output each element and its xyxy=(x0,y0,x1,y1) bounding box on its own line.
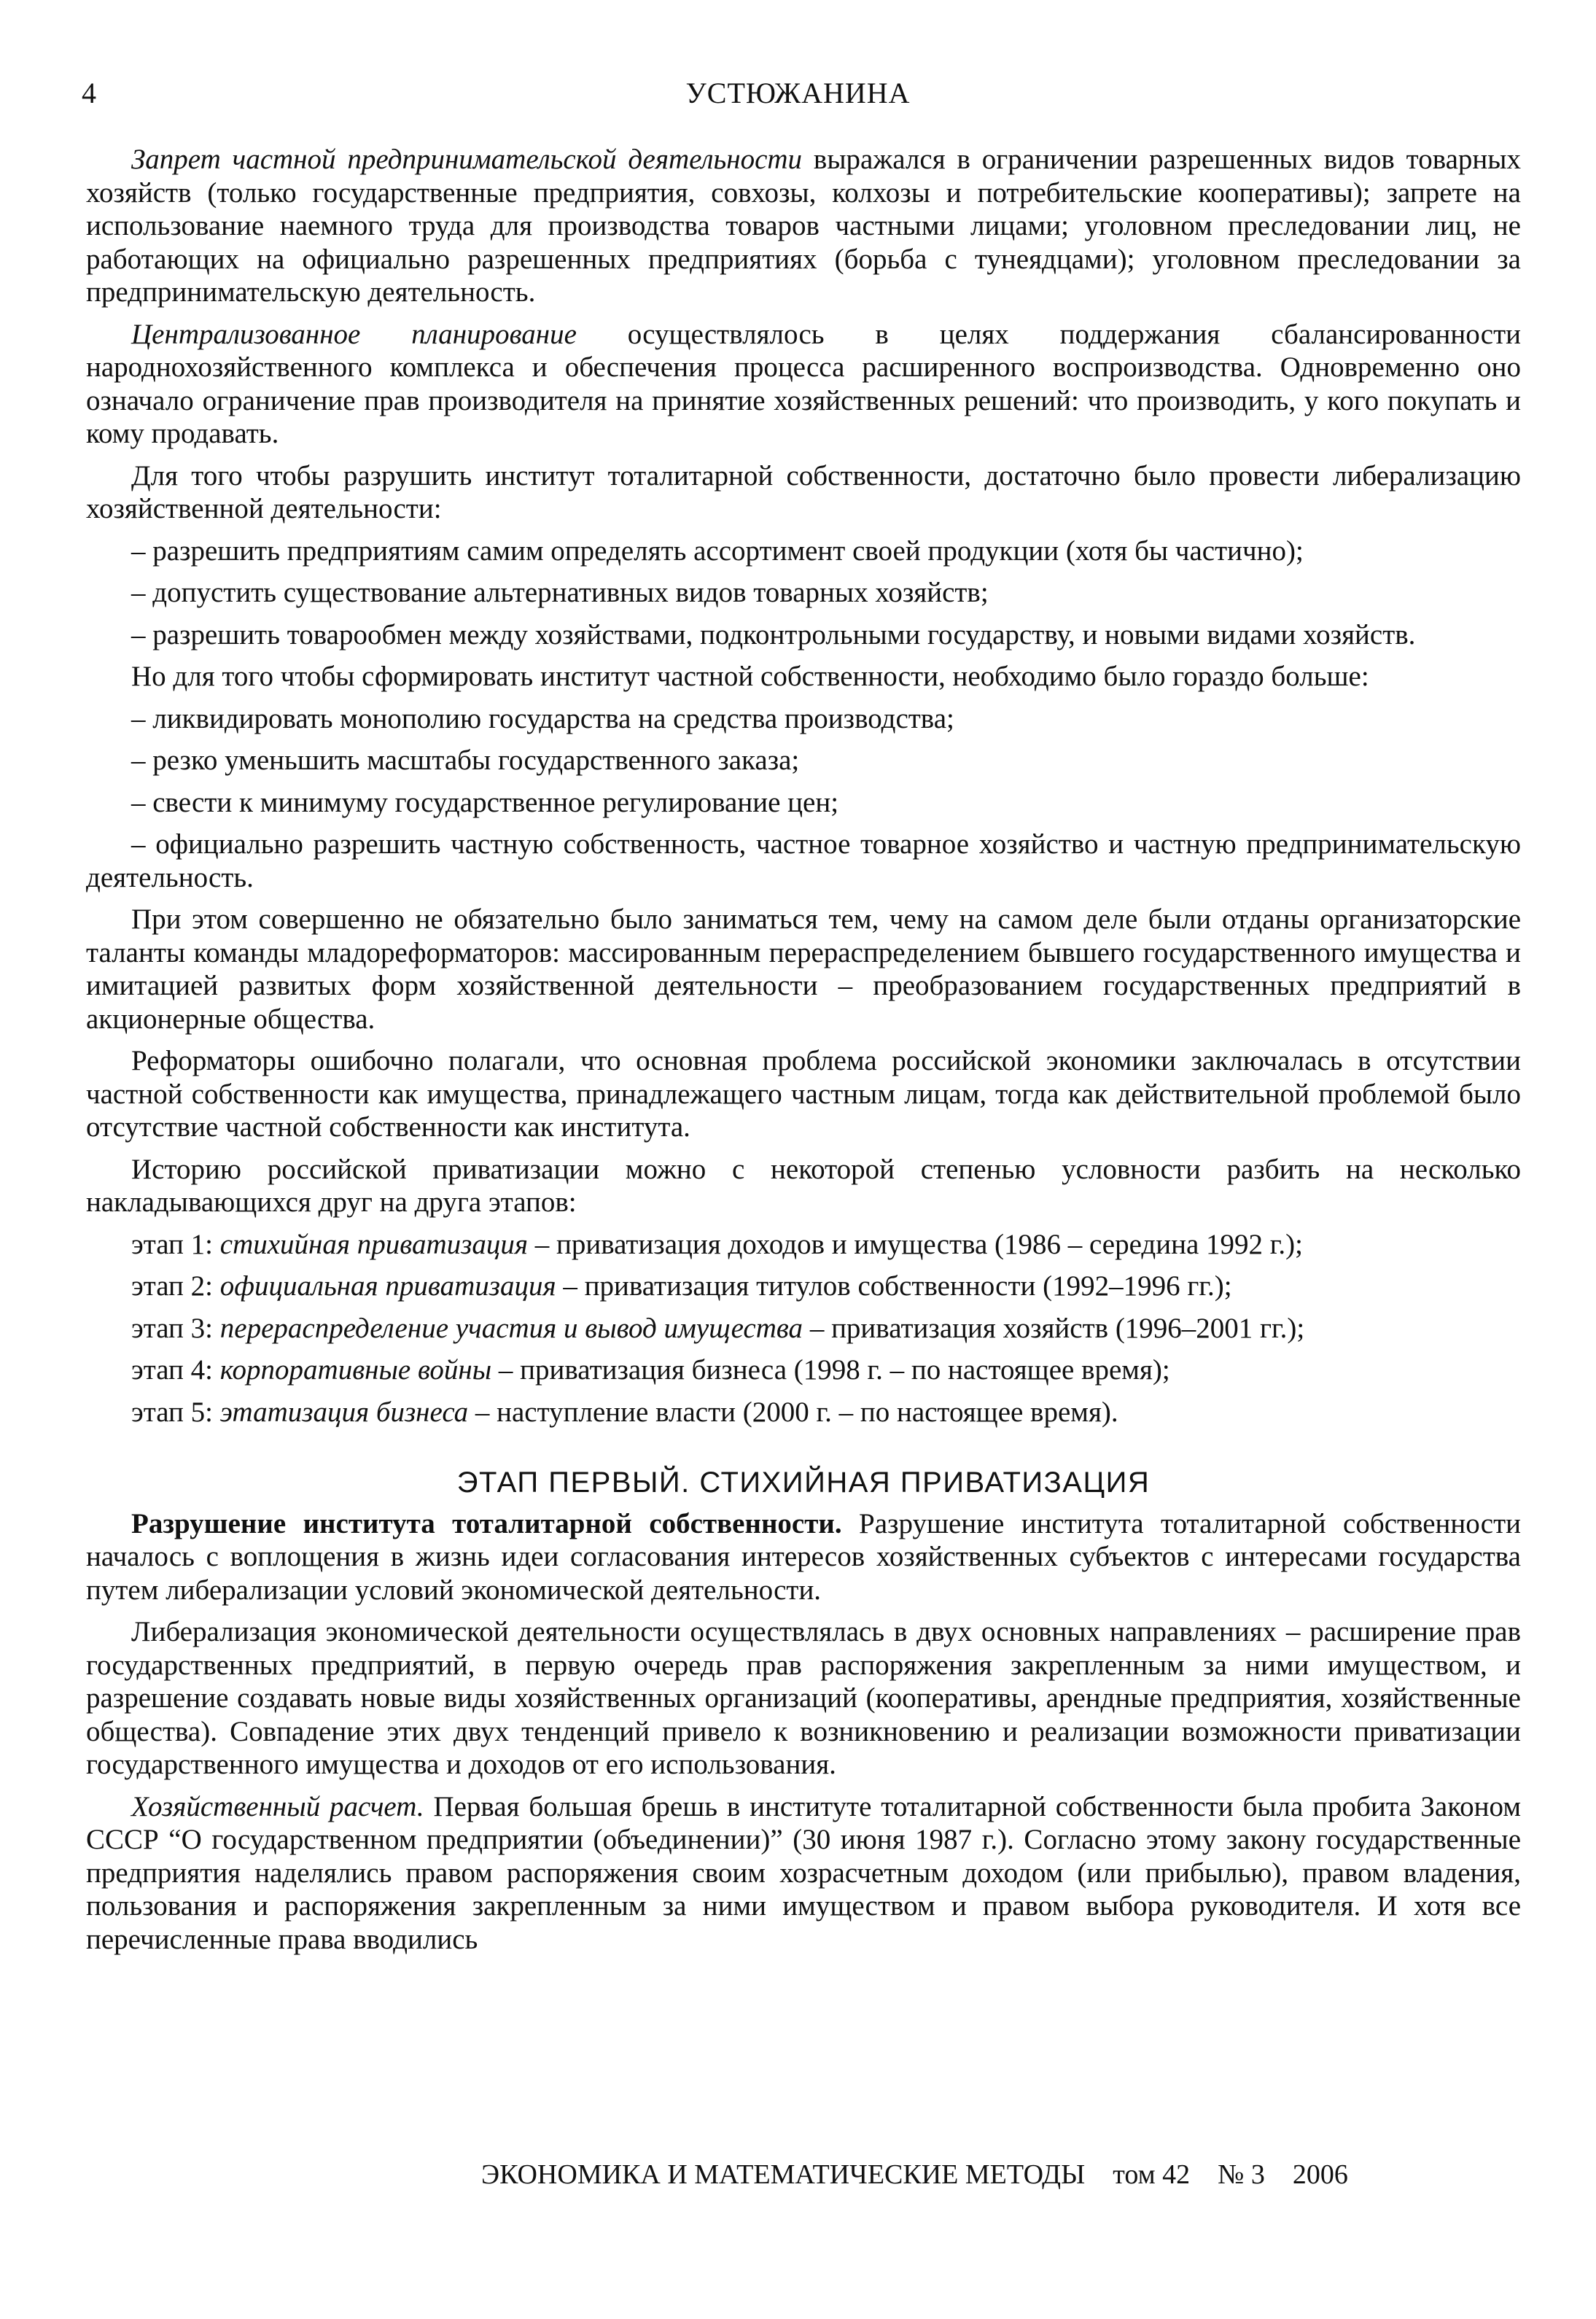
paragraph-lead: Разрушение института тоталитарной собственности. xyxy=(131,1507,842,1539)
stage-item xyxy=(86,1312,1521,1345)
page-number: 4 xyxy=(82,77,96,109)
paragraph xyxy=(86,1615,1521,1782)
running-head: УСТЮЖАНИНА xyxy=(685,77,911,109)
paragraph xyxy=(86,903,1521,1036)
paragraph-text: Либерализация экономической деятельности осуществлялась в двух основных направлениях – расширение прав государственных предприятий, в первую очередь прав распоряжения закрепленным за ними имуществом, и разрешение создавать новые виды хозяйственных организаций (кооперативы, арендные предприятия, хозяйственные общества). Совпадение этих двух тенденций привело к возникновению и реализации возможности приватизации государственного имущества и доходов от его использования. xyxy=(86,1616,1521,1780)
stage-item xyxy=(86,1228,1521,1262)
paragraph-text: – резко уменьшить масштабы государственного заказа; xyxy=(131,745,800,776)
paragraph xyxy=(86,1790,1521,1957)
paragraph xyxy=(86,459,1521,526)
paragraph-lead: Хозяйственный расчет. xyxy=(131,1790,424,1822)
stage-item xyxy=(86,1353,1521,1387)
stage-name: корпоративные войны xyxy=(219,1354,492,1386)
paragraph xyxy=(86,1044,1521,1144)
paragraph-text: осуществлялось в целях поддержания сбалансированности народнохозяйственного комплекса и обеспечения процесса расширенного воспроизводства. Одновременно оно означало ограничение прав производителя на принятие хозяйственных решений: что производить, у кого покупать и кому продавать. xyxy=(86,318,1522,449)
stage-text: – приватизация доходов и имущества (1986 – середина 1992 г.); xyxy=(527,1228,1303,1260)
article-body xyxy=(86,143,1521,1965)
journal-footer xyxy=(481,2159,1376,2191)
paragraph-text: – разрешить товарообмен между хозяйствами, подконтрольными государству, и новыми видами хозяйств. xyxy=(131,618,1416,650)
stage-text: – приватизация титулов собственности (1992–1996 гг.); xyxy=(556,1270,1232,1302)
paragraph xyxy=(86,786,1521,820)
section-title: ЭТАП ПЕРВЫЙ. СТИХИЙНАЯ ПРИВАТИЗАЦИЯ xyxy=(456,1467,1151,1499)
journal-name: ЭКОНОМИКА И МАТЕМАТИЧЕСКИЕ МЕТОДЫ xyxy=(481,2159,1086,2190)
paragraph xyxy=(86,318,1521,451)
stage-item xyxy=(86,1396,1521,1429)
stage-item xyxy=(86,1270,1521,1303)
paragraph-text: – ликвидировать монополию государства на средства производства; xyxy=(131,702,954,734)
journal-volume: том 42 xyxy=(1113,2159,1191,2190)
paragraph-text: Первая большая брешь в институте тоталитарной собственности была пробита Законом СССР “О государственном предприятии (объединении)” (30 июня 1987 г.). Согласно этому закону государственные предприятия наделялись правом распоряжения своим хозрасчетным доходом (или прибылью), правом владения, пользования и распоряжения закрепленным за ними имуществом и правом выбора руководителя. И хотя все перечисленные права вводились xyxy=(86,1790,1521,1955)
stage-name: перераспределение участия и вывод имущества xyxy=(219,1312,803,1344)
paragraph xyxy=(86,535,1521,568)
paragraph xyxy=(86,1153,1521,1219)
paragraph-text: – разрешить предприятиям самим определять ассортимент своей продукции (хотя бы частично); xyxy=(131,535,1304,567)
stages-list xyxy=(86,1228,1521,1429)
stage-name: официальная приватизация xyxy=(219,1270,556,1302)
paragraph-text: Разрушение института тоталитарной собственности началось с воплощения в жизнь идеи согласования интересов хозяйственных субъектов с интересами государства путем либерализации условий экономической деятельности. xyxy=(86,1507,1522,1606)
paragraph xyxy=(86,744,1521,777)
stage-label: этап 5: xyxy=(131,1396,220,1428)
paragraph xyxy=(86,143,1521,309)
paragraph-text: Для того чтобы разрушить институт тоталитарной собственности, достаточно было провести либерализацию хозяйственной деятельности: xyxy=(86,459,1521,524)
stage-text: – приватизация хозяйств (1996–2001 гг.); xyxy=(803,1312,1305,1344)
paragraph-text: – официально разрешить частную собственность, частное товарное хозяйство и частную предпринимательскую деятельность. xyxy=(86,828,1521,893)
stage-name: стихийная приватизация xyxy=(219,1228,528,1260)
paragraph-text: – свести к минимуму государственное регулирование цен; xyxy=(131,786,839,818)
paragraph-text: Историю российской приватизации можно с некоторой степенью условности разбить на несколько накладывающихся друг на друга этапов: xyxy=(86,1153,1521,1218)
stage-label: этап 2: xyxy=(131,1270,220,1302)
paragraph-text: Реформаторы ошибочно полагали, что основная проблема российской экономики заключалась в отсутствии частной собственности как имущества, принадлежащего частным лицам, тогда как действительной проблемой было отсутствие частной собственности как института. xyxy=(86,1045,1521,1143)
paragraph xyxy=(86,576,1521,610)
stage-label: этап 4: xyxy=(131,1354,220,1386)
paragraph xyxy=(86,1507,1521,1607)
paragraph xyxy=(86,660,1521,694)
journal-year: 2006 xyxy=(1292,2159,1348,2190)
stage-name: этатизация бизнеса xyxy=(219,1396,469,1428)
paragraph-text: – допустить существование альтернативных видов товарных хозяйств; xyxy=(131,577,989,608)
paragraphs-group-2 xyxy=(86,1507,1521,1957)
stage-label: этап 1: xyxy=(131,1228,220,1260)
paragraph xyxy=(86,618,1521,652)
paragraph-text: Но для того чтобы сформировать институт частной собственности, необходимо было гораздо больше: xyxy=(131,661,1369,692)
journal-issue: № 3 xyxy=(1218,2159,1265,2190)
stage-label: этап 3: xyxy=(131,1312,220,1344)
paragraph xyxy=(86,828,1521,894)
paragraph-text: выражался в ограничении разрешенных видов товарных хозяйств (только государственные предприятия, совхозы, колхозы и потребительские кооперативы); запрете на использование наемного труда для производства товаров частными лицами; уголовном преследовании лиц, не работающих на официально разрешенных предприятиях (борьба с тунеядцами); уголовном преследовании за предпринимательскую деятельность. xyxy=(86,144,1521,308)
paragraphs-group-1 xyxy=(86,143,1521,1219)
paragraph-lead: Централизованное планирование xyxy=(131,318,577,350)
paragraph-text: При этом совершенно не обязательно было заниматься тем, чему на самом деле были отданы организаторские таланты команды младореформаторов: массированным перераспределением бывшего государственного имущества и имитацией развитых форм хозяйственной деятельности – преобразованием государственных предприятий в акционерные общества. xyxy=(86,904,1521,1035)
stage-text: – наступление власти (2000 г. – по настоящее время). xyxy=(468,1396,1118,1428)
paragraph xyxy=(86,702,1521,736)
stage-text: – приватизация бизнеса (1998 г. – по настоящее время); xyxy=(491,1354,1170,1386)
paragraph-lead: Запрет частной предпринимательской деятельности xyxy=(131,144,803,175)
